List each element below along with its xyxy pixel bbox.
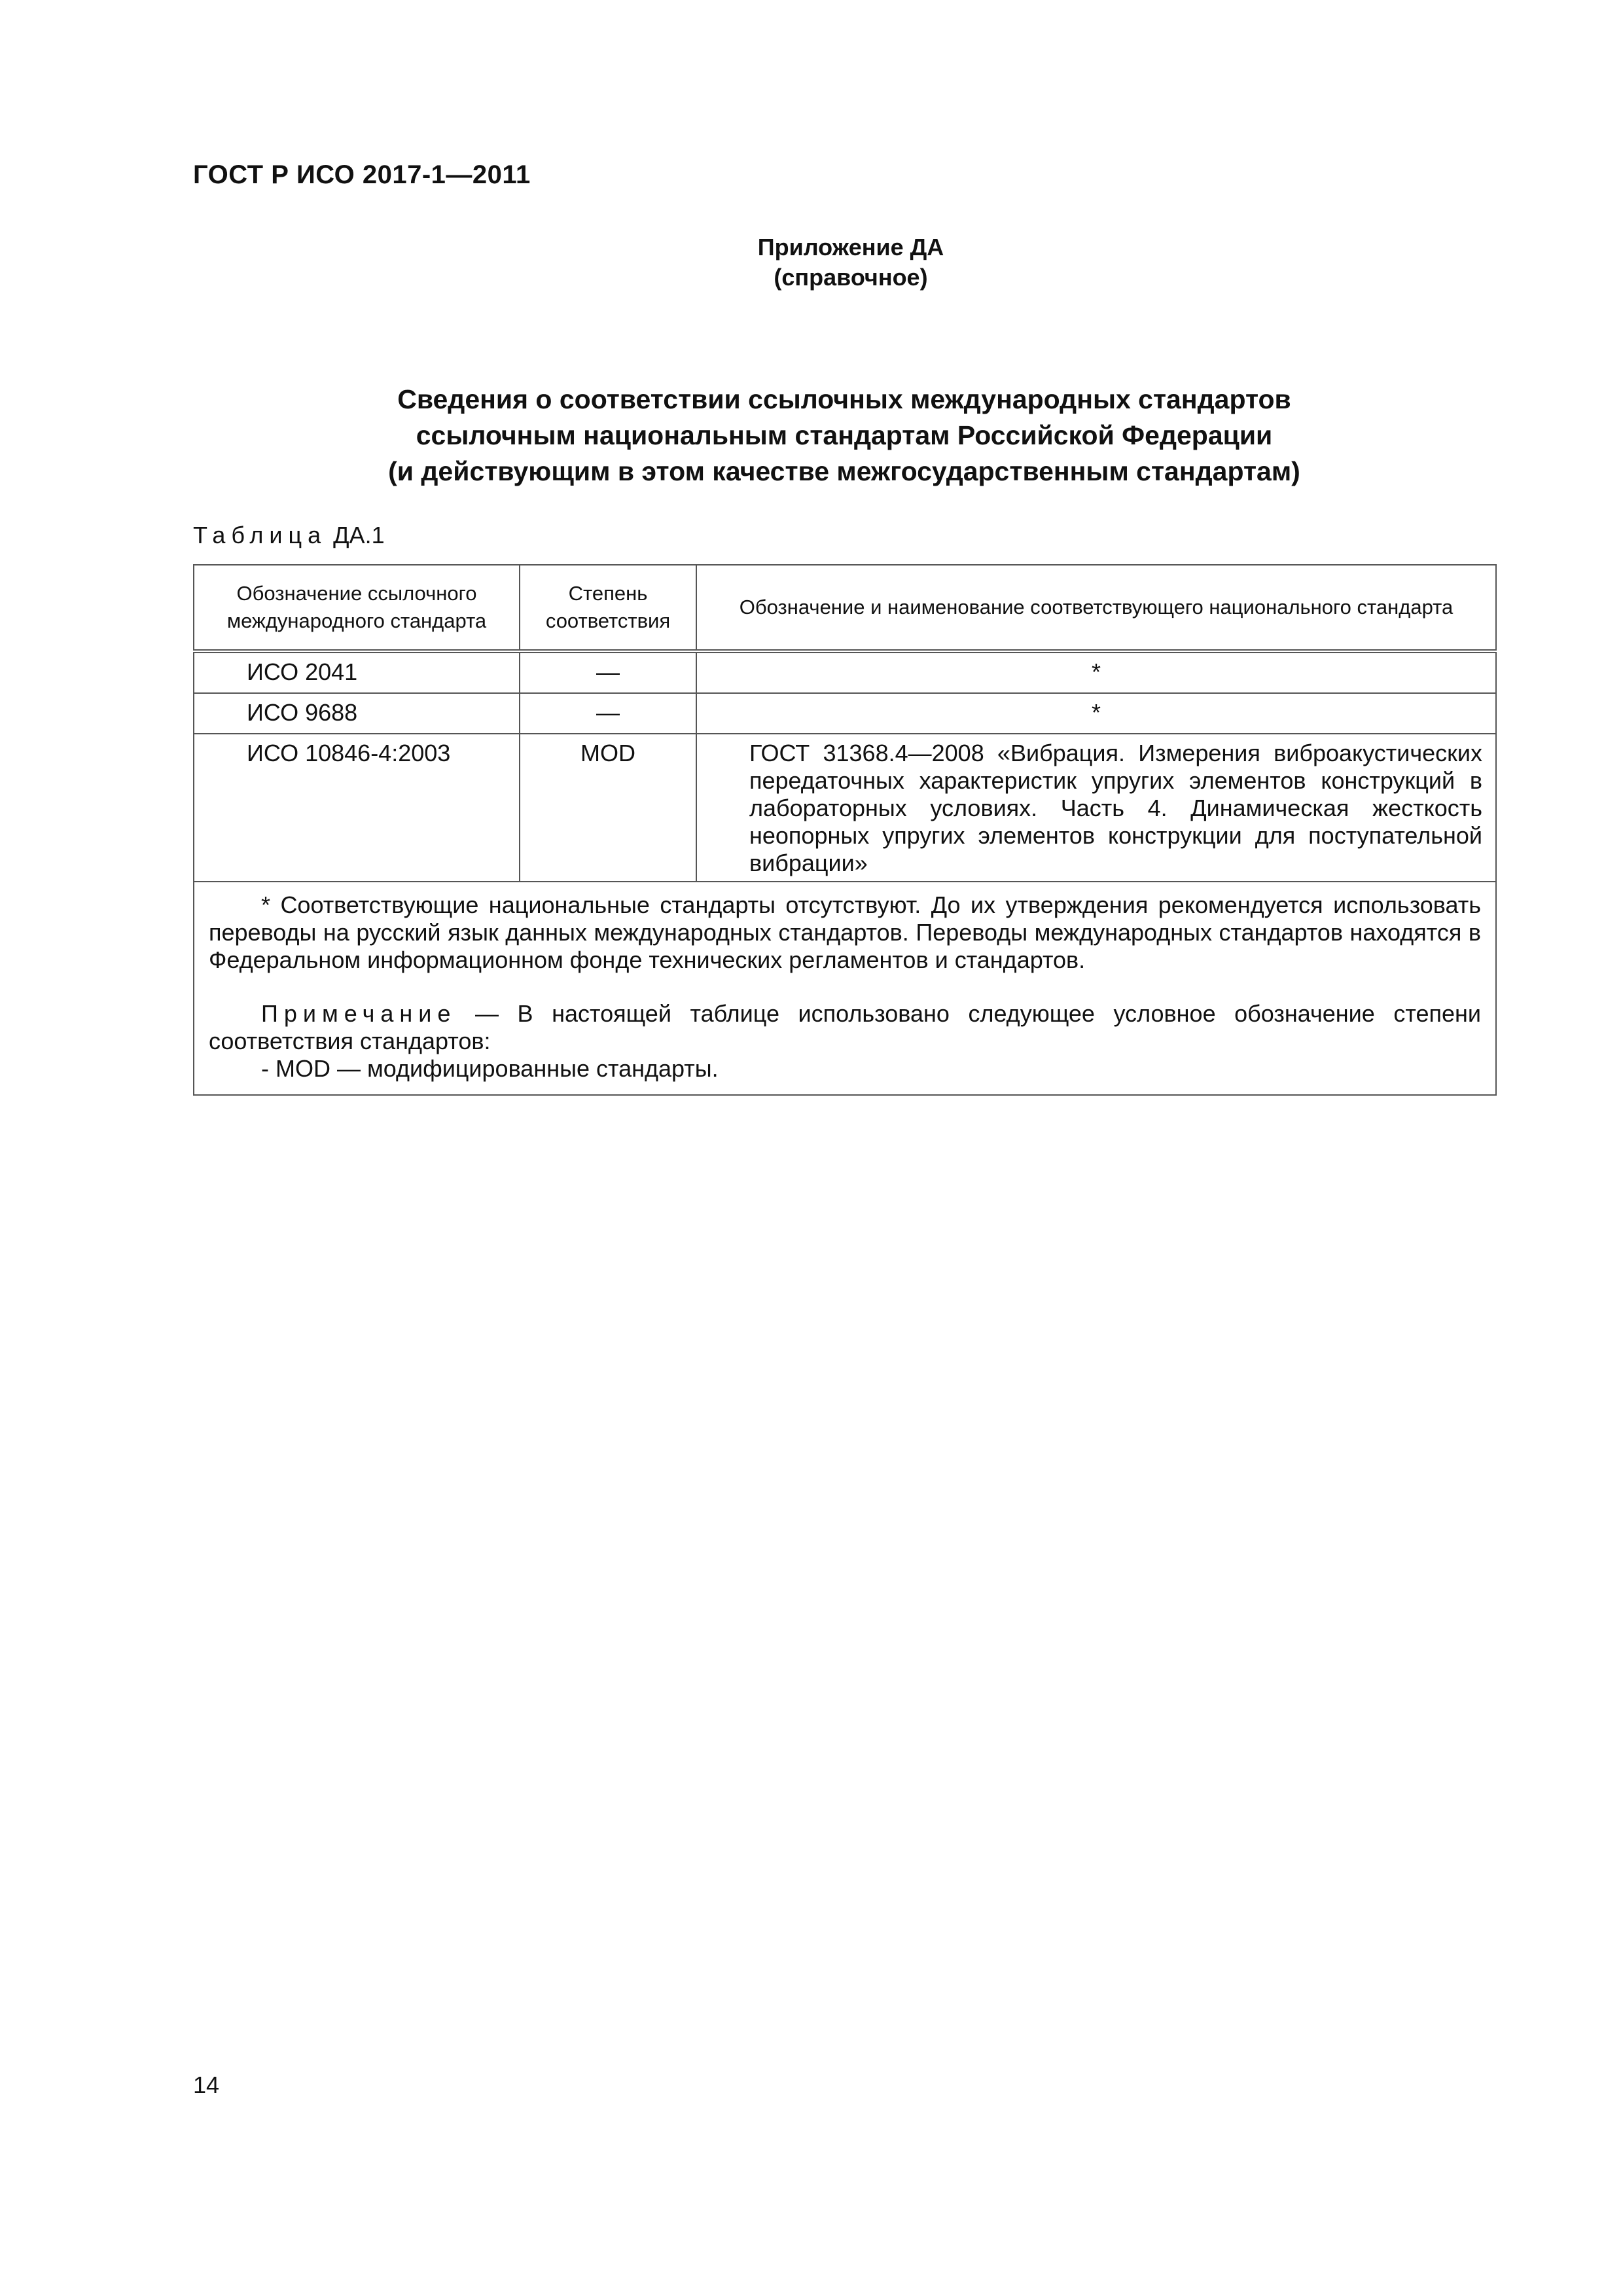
note-word: Примечание	[261, 1000, 457, 1027]
annex-name: Приложение ДА	[757, 234, 944, 260]
annex-title	[193, 382, 1495, 490]
table-row	[194, 734, 1496, 882]
footnote-text: * Соответствующие национальные стандарты отсутствуют. До их утверждения рекомендуется использовать переводы на русский язык данных международных стандартов. Переводы международных стандартов находятся в Федеральном информационном фонде технических регламентов и стандартов.	[209, 891, 1481, 973]
header-degree	[520, 565, 696, 651]
header-col2-line2: соответствия	[545, 609, 671, 632]
cell-iso: ИСО 9688	[194, 693, 520, 734]
header-international-standard	[194, 565, 520, 651]
cell-degree: —	[520, 651, 696, 693]
note-text	[209, 1000, 1481, 1055]
title-line-1: Сведения о соответствии ссылочных международных стандартов	[397, 384, 1291, 414]
table-footnote-row	[194, 882, 1496, 1095]
title-line-3: (и действующим в этом качестве межгосударственным стандартам)	[388, 456, 1300, 486]
page-number: 14	[193, 2072, 220, 2098]
cell-degree: MOD	[520, 734, 696, 882]
national-standard-text: ГОСТ 31368.4—2008 «Вибрация. Измерения виброакустических передаточных характеристик упругих элементов конструкций в лабораторных условиях. Часть 4. Динамическая жесткость неопорных упругих элементов конструкции для поступательной вибрации»	[749, 740, 1482, 876]
table-row	[194, 693, 1496, 734]
footnote-cell	[194, 882, 1496, 1095]
document-code-header: ГОСТ Р ИСО 2017-1—2011	[193, 160, 531, 189]
header-national-standard	[696, 565, 1496, 651]
cell-national: *	[696, 651, 1496, 693]
title-line-2: ссылочным национальным стандартам Российской Федерации	[416, 420, 1273, 450]
cell-iso: ИСО 10846-4:2003	[194, 734, 520, 882]
annex-heading	[654, 232, 1047, 293]
cell-national	[696, 734, 1496, 882]
note-body: — В настоящей таблице использовано следующее условное обозначение степени соответствия стандартов:	[209, 1000, 1481, 1054]
table-header-row	[194, 565, 1496, 651]
cell-national: *	[696, 693, 1496, 734]
table-row	[194, 651, 1496, 693]
note-list-item: - MOD — модифицированные стандарты.	[261, 1055, 719, 1082]
table-label-word: Таблица	[193, 522, 327, 548]
header-col1-line1: Обозначение ссылочного	[236, 582, 477, 605]
header-col2-line1: Степень	[568, 582, 648, 605]
table-label-number: ДА.1	[333, 522, 385, 548]
header-col1-line2: международного стандарта	[226, 609, 487, 632]
annex-type: (справочное)	[774, 264, 928, 291]
header-col3: Обозначение и наименование соответствующего национального стандарта	[739, 596, 1454, 619]
cell-iso: ИСО 2041	[194, 651, 520, 693]
correspondence-table	[193, 564, 1497, 1096]
table-label	[193, 522, 385, 549]
cell-degree: —	[520, 693, 696, 734]
